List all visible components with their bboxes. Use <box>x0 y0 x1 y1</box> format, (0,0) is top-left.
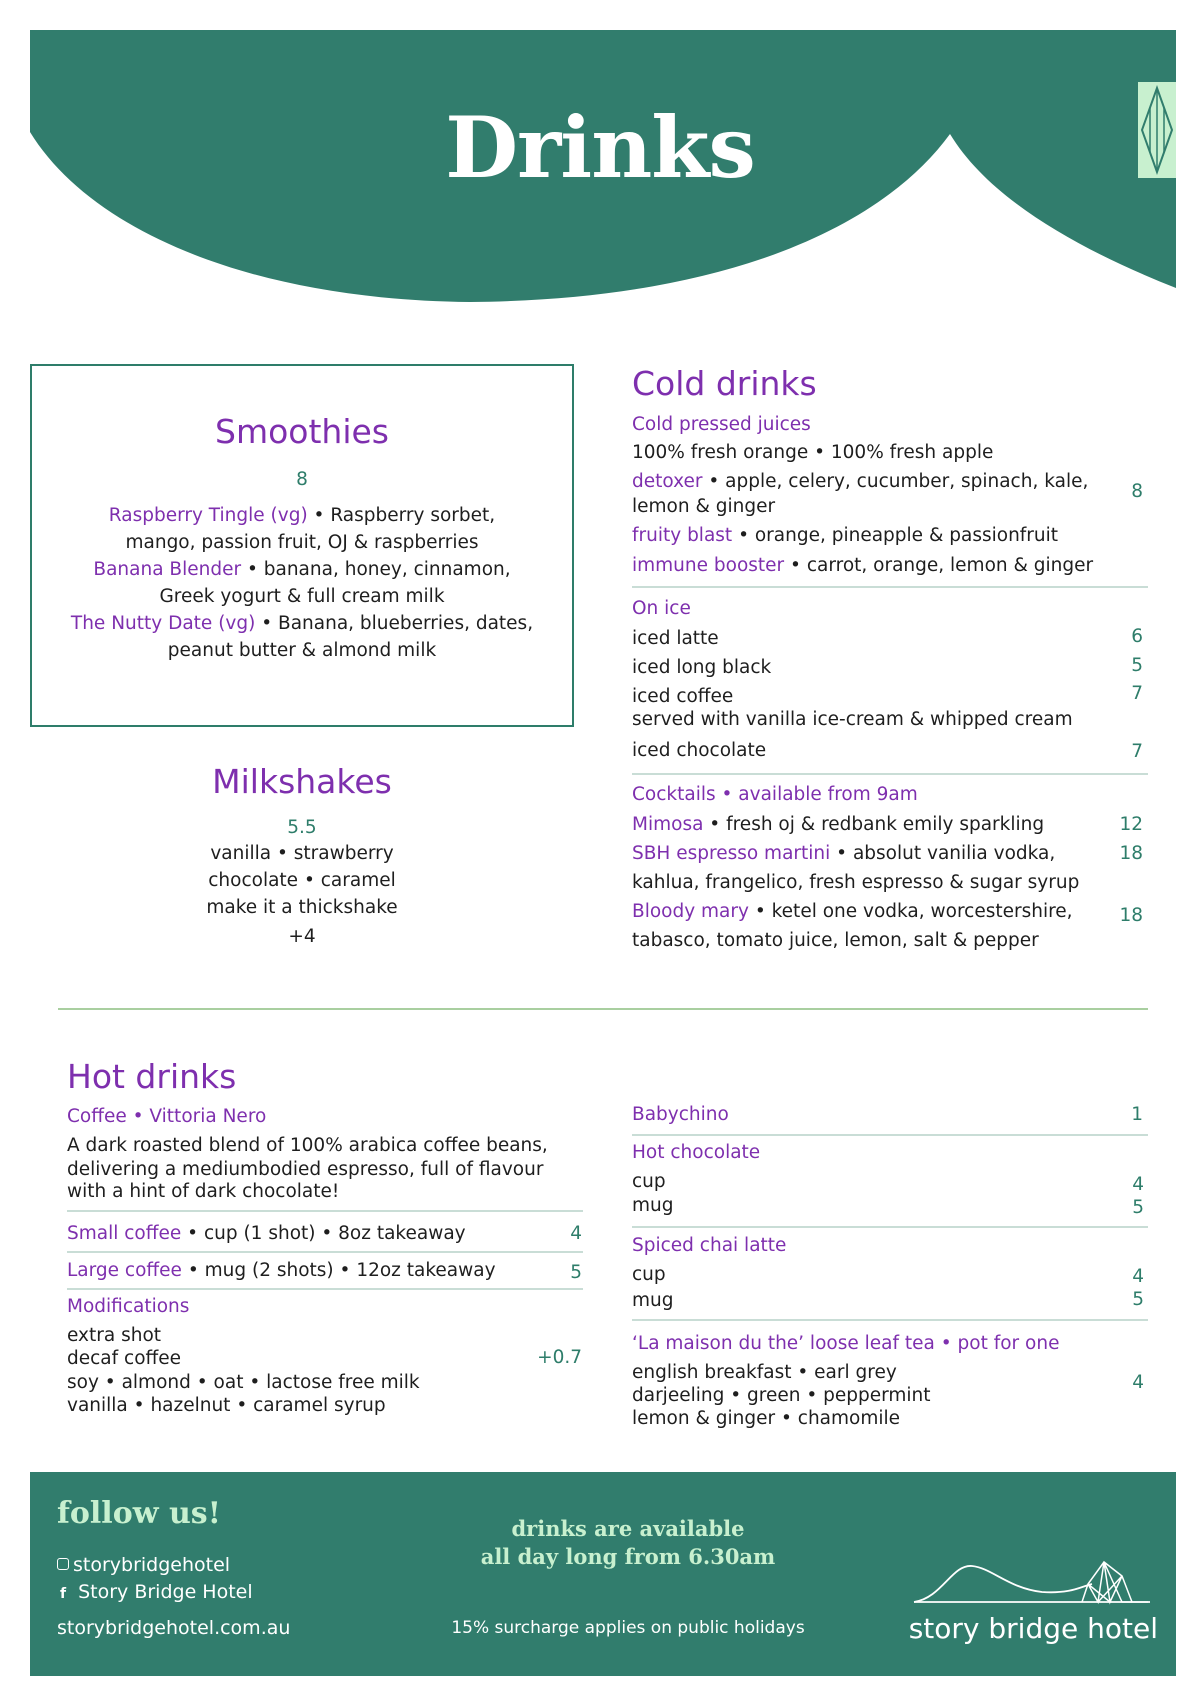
juice-name: detoxer <box>632 471 703 492</box>
smoothie-item <box>32 610 572 637</box>
coffee-size-name: Large coffee <box>67 1260 182 1281</box>
juice-desc: • carrot, orange, lemon & ginger <box>784 555 1094 576</box>
modifications-heading: Modifications <box>67 1296 190 1317</box>
logo-wordmark: story bridge hotel <box>908 1612 1158 1645</box>
cocktail-desc-line: kahlua, frangelico, fresh espresso & sugar syrup <box>632 872 1080 893</box>
on-ice-price: 5 <box>1131 655 1143 676</box>
smoothie-desc: • Raspberry sorbet, <box>307 505 496 526</box>
juice-desc: • orange, pineapple & passionfruit <box>732 525 1059 546</box>
juice-item <box>632 555 1093 576</box>
on-ice-item: iced coffee <box>632 686 734 707</box>
hot-chocolate-size: mug <box>632 1195 674 1216</box>
on-ice-item: iced latte <box>632 628 719 649</box>
juice-item <box>632 525 1058 546</box>
surcharge-note: 15% surcharge applies on public holidays <box>451 1618 805 1638</box>
divider <box>67 1251 583 1253</box>
follow-heading: follow us! <box>57 1496 221 1531</box>
tea-heading: ‘La maison du the’ loose leaf tea • pot for one <box>632 1333 1060 1354</box>
chai-heading: Spiced chai latte <box>632 1235 787 1256</box>
coffee-size-name: Small coffee <box>67 1223 182 1244</box>
milkshakes-price: 5.5 <box>287 817 317 838</box>
smoothie-item <box>32 502 572 529</box>
thickshake-price: +4 <box>288 926 316 947</box>
chai-size: cup <box>632 1264 666 1285</box>
instagram-link[interactable] <box>57 1554 230 1576</box>
on-ice-note: served with vanilla ice-cream & whipped cream <box>632 709 1073 730</box>
on-ice-item: iced long black <box>632 657 772 678</box>
smoothie-desc: • Banana, blueberries, dates, <box>255 613 534 634</box>
hot-chocolate-price: 4 <box>1132 1174 1144 1195</box>
cocktails-heading: Cocktails • available from 9am <box>632 784 918 805</box>
smoothies-section <box>32 412 572 664</box>
cocktail-desc: • absolut vanilia vodka, <box>830 843 1056 864</box>
juice-line: 100% fresh orange • 100% fresh apple <box>632 442 994 463</box>
modification-line: extra shot <box>67 1325 162 1346</box>
cocktail-name: SBH espresso martini <box>632 843 831 864</box>
modification-line: soy • almond • oat • lactose free milk <box>67 1372 420 1393</box>
story-bridge-logo-icon <box>912 1558 1152 1612</box>
divider <box>632 773 1148 775</box>
hot-chocolate-heading: Hot chocolate <box>632 1142 761 1163</box>
smoothie-item <box>32 556 572 583</box>
milkshakes-section <box>32 762 572 950</box>
chai-price: 5 <box>1132 1289 1144 1310</box>
smoothie-desc-line: mango, passion fruit, OJ & raspberries <box>125 532 479 553</box>
modification-line: vanilla • hazelnut • caramel syrup <box>67 1395 386 1416</box>
divider <box>632 1319 1148 1321</box>
coffee-heading: Coffee • Vittoria Nero <box>67 1106 267 1127</box>
smoothies-title: Smoothies <box>215 412 389 451</box>
facebook-name: Story Bridge Hotel <box>78 1581 253 1603</box>
section-divider <box>58 1008 1148 1010</box>
divider <box>632 1134 1148 1136</box>
milkshake-flavours: chocolate • caramel <box>208 870 396 891</box>
smoothie-name: Raspberry Tingle (vg) <box>108 505 308 526</box>
cocktail-name: Mimosa <box>632 814 704 835</box>
instagram-icon <box>57 1558 69 1570</box>
divider <box>67 1210 583 1212</box>
availability-line: drinks are available <box>511 1516 745 1541</box>
tea-line: english breakfast • earl grey <box>632 1362 897 1383</box>
cocktail-item <box>632 843 1055 864</box>
babychino-price: 1 <box>1131 1104 1143 1125</box>
coffee-size-price: 4 <box>570 1223 582 1244</box>
cocktail-price: 18 <box>1119 843 1143 864</box>
smoothie-desc-line: Greek yogurt & full cream milk <box>159 586 445 607</box>
smoothies-price: 8 <box>296 469 308 490</box>
modification-line: decaf coffee <box>67 1348 182 1369</box>
milkshake-flavours: vanilla • strawberry <box>210 843 394 864</box>
instagram-handle: storybridgehotel <box>73 1554 231 1576</box>
tea-line: darjeeling • green • peppermint <box>632 1385 931 1406</box>
juice-item <box>632 471 1088 492</box>
divider <box>632 1226 1148 1228</box>
page-title: Drinks <box>445 98 755 197</box>
smoothie-desc-line: peanut butter & almond milk <box>167 640 437 661</box>
modifications-price: +0.7 <box>537 1347 582 1368</box>
cocktail-item <box>632 814 1044 835</box>
tea-line: lemon & ginger • chamomile <box>632 1408 901 1429</box>
cocktail-name: Bloody mary <box>632 901 749 922</box>
juice-name: fruity blast <box>632 525 733 546</box>
cocktail-desc: • fresh oj & redbank emily sparkling <box>703 814 1045 835</box>
juices-price: 8 <box>1131 481 1143 502</box>
coffee-size-item <box>67 1223 466 1244</box>
thickshake-label: make it a thickshake <box>206 897 398 918</box>
cocktail-price: 18 <box>1119 905 1143 926</box>
coffee-desc: delivering a mediumbodied espresso, full of flavour <box>67 1159 544 1180</box>
tea-price: 4 <box>1132 1372 1144 1393</box>
divider <box>632 586 1148 588</box>
cocktail-item <box>632 901 1073 922</box>
website-link[interactable]: storybridgehotel.com.au <box>57 1617 291 1639</box>
juices-heading: Cold pressed juices <box>632 414 811 435</box>
cocktail-desc: • ketel one vodka, worcestershire, <box>748 901 1073 922</box>
cocktail-price: 12 <box>1119 814 1143 835</box>
chai-size: mug <box>632 1290 674 1311</box>
divider <box>67 1288 583 1290</box>
footer <box>30 1472 1176 1676</box>
on-ice-heading: On ice <box>632 598 691 619</box>
availability-line: all day long from 6.30am <box>480 1544 776 1569</box>
hot-drinks-title: Hot drinks <box>67 1057 237 1096</box>
on-ice-price: 6 <box>1131 626 1143 647</box>
smoothie-desc: • banana, honey, cinnamon, <box>241 559 511 580</box>
coffee-desc: A dark roasted blend of 100% arabica coffee beans, <box>67 1135 548 1156</box>
juice-name: immune booster <box>632 555 785 576</box>
coffee-size-desc: • mug (2 shots) • 12oz takeaway <box>181 1260 496 1281</box>
facebook-link[interactable] <box>57 1581 253 1603</box>
on-ice-price: 7 <box>1131 683 1143 704</box>
on-ice-price: 7 <box>1131 741 1143 762</box>
coffee-size-item <box>67 1260 496 1281</box>
cold-drinks-title: Cold drinks <box>632 364 817 403</box>
coffee-desc: with a hint of dark chocolate! <box>67 1181 340 1202</box>
cocktail-desc-line: tabasco, tomato juice, lemon, salt & pepper <box>632 930 1039 951</box>
babychino-name: Babychino <box>632 1104 729 1125</box>
coffee-size-price: 5 <box>570 1262 582 1283</box>
chai-price: 4 <box>1132 1266 1144 1287</box>
hot-chocolate-size: cup <box>632 1171 666 1192</box>
on-ice-item: iced chocolate <box>632 740 767 761</box>
coffee-size-desc: • cup (1 shot) • 8oz takeaway <box>181 1223 466 1244</box>
smoothie-name: The Nutty Date (vg) <box>70 613 256 634</box>
hot-chocolate-price: 5 <box>1132 1197 1144 1218</box>
juice-desc-line: lemon & ginger <box>632 496 776 517</box>
smoothie-name: Banana Blender <box>93 559 242 580</box>
juice-desc: • apple, celery, cucumber, spinach, kale, <box>702 471 1089 492</box>
facebook-icon: f <box>60 1586 67 1602</box>
milkshakes-title: Milkshakes <box>212 762 392 801</box>
